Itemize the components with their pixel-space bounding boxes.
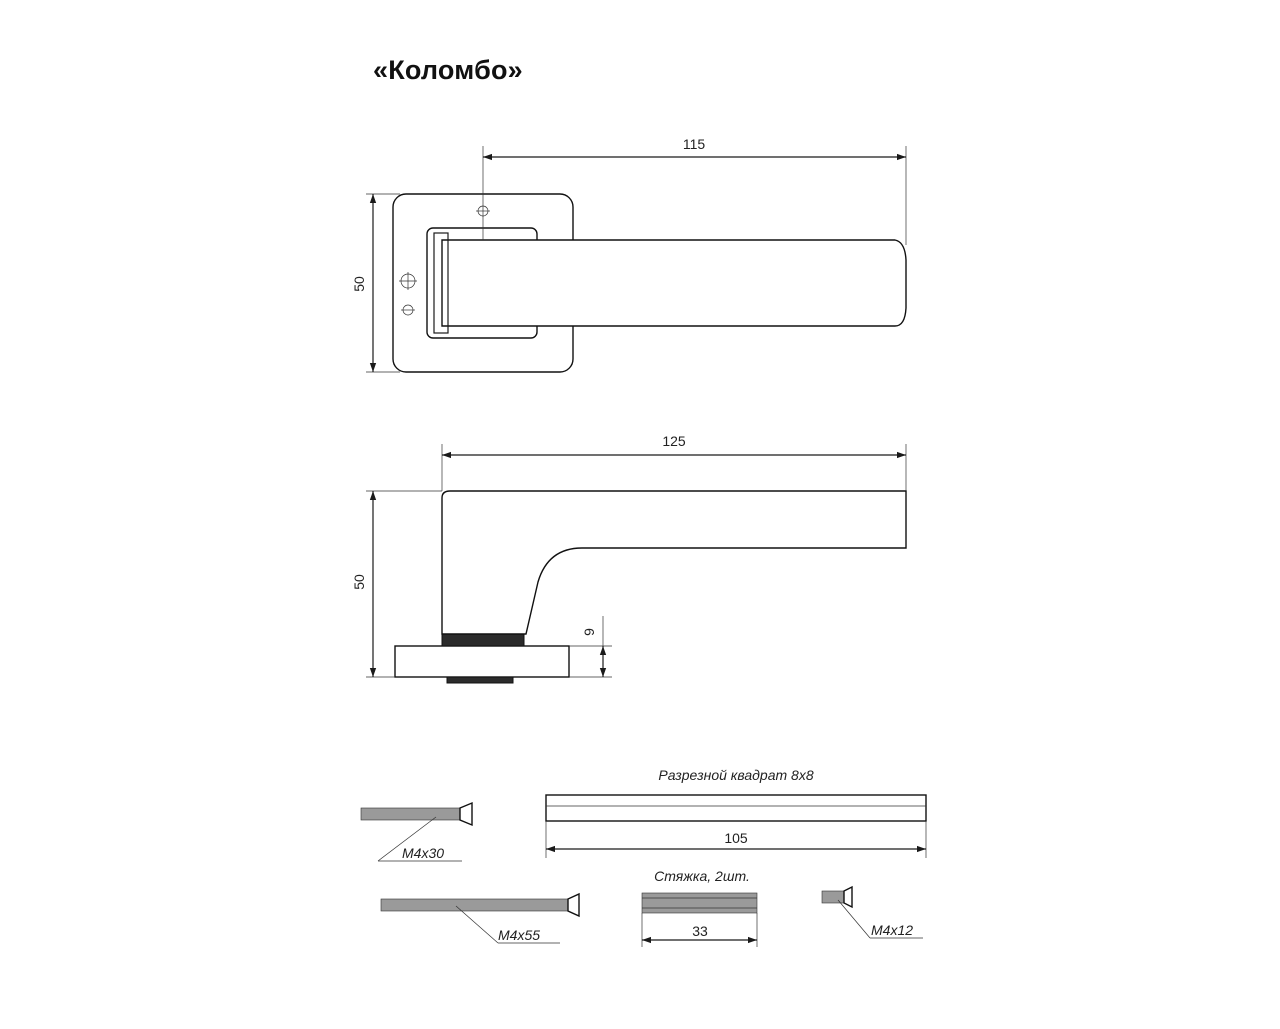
tie-length-label: 33 [692,923,708,939]
square-label: Разрезной квадрат 8x8 [658,767,814,783]
dimension-label-length: 125 [662,433,686,449]
parts-list [361,767,926,947]
screw-tiny-label: M4x12 [871,922,914,938]
drawing-title: «Коломбо» [373,55,523,85]
dimension-label-length: 115 [682,136,706,152]
square-length-label: 105 [724,830,748,846]
rosette-base [395,646,569,677]
dimension-label-height: 50 [351,574,367,590]
side-view [351,433,906,683]
tie-rod [642,893,757,913]
tie-label: Стяжка, 2шт. [654,868,750,884]
lever-arm-top [442,240,906,326]
cut-square-bar [546,795,926,821]
top-view [351,136,906,372]
screw-long-label: M4x55 [498,927,541,943]
screw-m4x55 [381,894,579,943]
spindle-stub [447,677,513,683]
lever-profile [442,491,906,634]
screw-short-label: M4x30 [402,845,445,861]
neck-ring [442,634,524,646]
dimension-label-height: 50 [351,276,367,292]
dimension-label-rose: 9 [581,628,597,636]
